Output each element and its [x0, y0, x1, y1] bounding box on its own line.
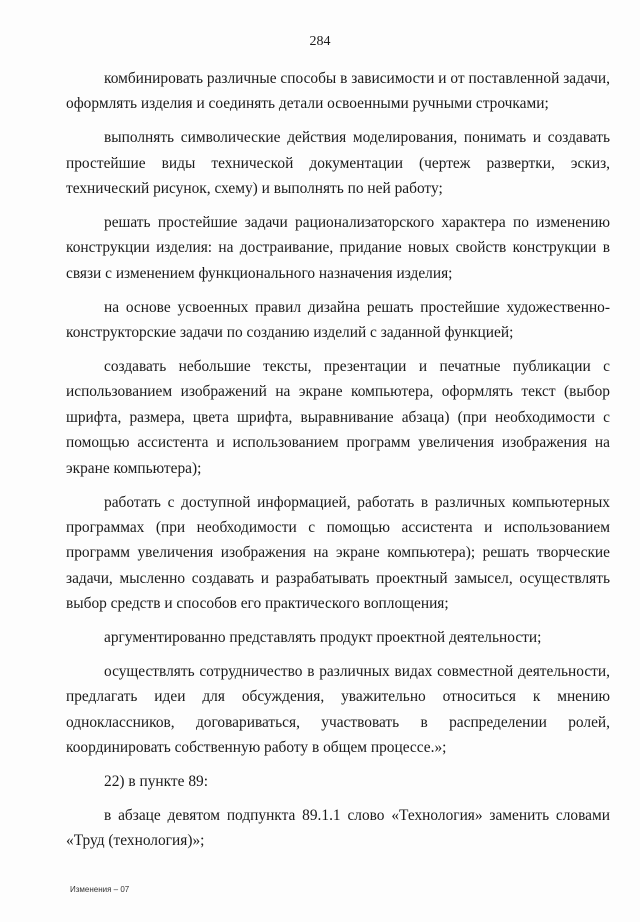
paragraph: 22) в пункте 89: [104, 773, 208, 791]
page-footer: Изменения – 07 [70, 885, 130, 894]
paragraph: в абзаце девятом подпункта 89.1.1 слово «Технология» заменить словами «Труд (технология)»; [66, 807, 610, 850]
paragraph: комбинировать различные способы в зависимости и от поставленной задачи, оформлять изделия и соединять детали освоенными ручными строчками; [66, 70, 610, 113]
paragraph: работать с доступной информацией, работать в различных компьютерных программах (при необходимости с помощью ассистента и использованием программ увеличения изображения на экране компьютера); решать творческие задачи, мысленно создавать и разрабатывать проектный замысел, осуществлять выбор средств и способов его практического воплощения; [66, 493, 610, 613]
paragraph: осуществлять сотрудничество в различных видах совместной деятельности, предлагать идеи для обсуждения, уважительно относиться к мнению одноклассников, договариваться, участвовать в распределении ролей, координировать собственную работу в общем процессе.»; [66, 663, 610, 757]
paragraph: создавать небольшие тексты, презентации и печатные публикации с использованием изображений на экране компьютера, оформлять текст (выбор шрифта, размера, цвета шрифта, выравнивание абзаца) (при необходимости с помощью ассистента и использованием программ увеличения изображения на экране компьютера); [66, 358, 610, 477]
page-number: 284 [309, 34, 331, 49]
paragraph: аргументированно представлять продукт проектной деятельности; [104, 629, 542, 647]
paragraph: выполнять символические действия моделирования, понимать и создавать простейшие виды технической документации (чертеж развертки, эскиз, технический рисунок, схему) и выполнять по ней работу; [66, 129, 610, 198]
paragraph: решать простейшие задачи рационализаторского характера по изменению конструкции изделия: на достраивание, придание новых свойств конструкции в связи с изменением функционального назначения изделия; [66, 214, 610, 282]
paragraph: на основе усвоенных правил дизайна решать простейшие художественно-конструкторские задачи по созданию изделий с заданной функцией; [66, 298, 610, 342]
document-body [66, 66, 610, 862]
